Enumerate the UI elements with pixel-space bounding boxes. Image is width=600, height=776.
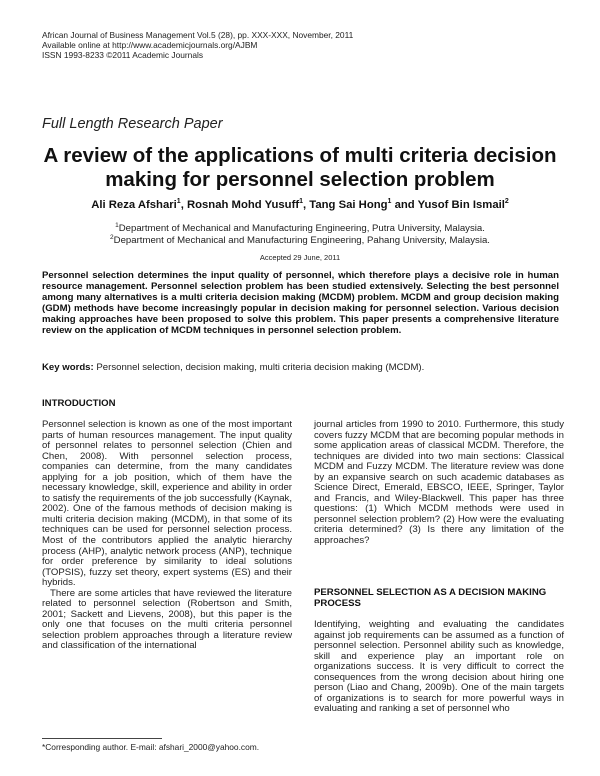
footnote-rule	[42, 738, 162, 739]
affiliation-list	[40, 223, 560, 247]
author-name: Ali Reza Afshari	[91, 199, 177, 211]
author-affiliation-mark: 1	[176, 198, 181, 206]
author-separator: ,	[180, 199, 187, 211]
corresponding-author-footnote: *Corresponding author. E-mail: afshari_2000@yahoo.com.	[42, 742, 260, 752]
section-heading-introduction: INTRODUCTION	[42, 398, 116, 409]
affiliation-text: Department of Mechanical and Manufacturing Engineering, Pahang University, Malaysia.	[113, 235, 490, 246]
affiliation-item	[40, 223, 560, 235]
journal-issn-line: ISSN 1993-8233 ©2011 Academic Journals	[42, 50, 204, 60]
author-affiliation-mark: 1	[387, 198, 392, 206]
keywords-label: Key words:	[42, 362, 94, 373]
affiliation-mark: 2	[110, 233, 114, 241]
body-paragraph: There are some articles that have reviewed the literature related to personnel selection (Robertson and Smith, 2001; Sackett and Lievens, 2008), but this paper is the only one that focuses on the multi criteria personnel selection problem approaches through a literature review and classification of the international	[42, 587, 292, 652]
abstract: Personnel selection determines the input quality of personnel, which therefore plays a decisive role in human resource management. Personnel selection problem has been studied extensively. Selecting the best personnel among many alternatives is a multi criteria decision making (MCDM) problem. MCDM and group decision making (GDM) methods have become increasingly popular in decision making for personnel selection. Various decision making approaches have been proposed to solve this problem. This paper presents a comprehensive literature review on the application of MCDM techniques in personnel selection problem.	[42, 270, 559, 336]
affiliation-item	[40, 235, 560, 247]
affiliation-mark: 1	[115, 221, 119, 229]
paper-title-line-1: A review of the applications of multi criteria decision	[43, 144, 557, 167]
right-column	[314, 420, 564, 547]
keywords	[42, 362, 559, 373]
author-separator: ,	[303, 199, 310, 211]
journal-header	[42, 30, 353, 60]
paper-type-label: Full Length Research Paper	[42, 116, 223, 132]
body-paragraph: Identifying, weighting and evaluating the candidates against job requirements can be assumed as a function of personnel selection. Personnel ability such as knowledge, skill and experience play an important role on organizations success. It is very difficult to correct the consequences from the wrong decision about hiring one person (Liao and Chang, 2009b). One of the main targets of organizations is to search for more powerful ways in evaluating and ranking a set of personnel who	[314, 619, 564, 715]
journal-online-line: Available online at http://www.academicjournals.org/AJBM	[42, 40, 258, 50]
left-column	[42, 420, 292, 652]
accepted-date: Accepted 29 June, 2011	[259, 253, 341, 262]
journal-citation-line: African Journal of Business Management Vol.5 (28), pp. XXX-XXX, November, 2011	[42, 30, 354, 40]
author-name: Tang Sai Hong	[309, 199, 388, 211]
author-separator: and	[391, 199, 418, 211]
section-heading-personnel-selection: PERSONNEL SELECTION AS A DECISION MAKING PROCESS	[314, 587, 547, 609]
paper-title-line-2: making for personnel selection problem	[105, 168, 495, 191]
author-name: Yusof Bin Ismail	[417, 199, 505, 211]
right-column-lower	[314, 620, 564, 715]
author-affiliation-mark: 1	[299, 198, 304, 206]
author-name: Rosnah Mohd Yusuff	[186, 199, 300, 211]
body-paragraph: Personnel selection is known as one of the most important parts of human resources management. The input quality of personnel relates to personnel selection (Chien and Chen, 2008). With personnel selection process, companies can determine, from the many candidates applying for a job position, which of them have the necessary knowledge, skill, experience and ability in order to satisfy the requirements of the job successfully (Kaynak, 2002). One of the famous methods of decision making is multi criteria decision making (MCDM), in that some of its techniques can be used for personnel selection process. Most of the contributors applied the analytic hierarchy process (AHP), analytic network process (ANP), technique for order preference by similarity to ideal solutions (TOPSIS), fuzzy set theory, expert systems (ES) and their hybrids.	[42, 419, 292, 589]
paper-title	[40, 144, 560, 192]
affiliation-text: Department of Mechanical and Manufacturing Engineering, Putra University, Malaysia.	[118, 223, 485, 234]
keywords-text: Personnel selection, decision making, multi criteria decision making (MCDM).	[93, 362, 425, 373]
author-list	[40, 199, 560, 211]
body-paragraph: journal articles from 1990 to 2010. Furthermore, this study covers fuzzy MCDM that are becoming popular methods in some application areas of classical MCDM. Therefore, the techniques are divided into two main sections: Classical MCDM and Fuzzy MCDM. The literature review was done by an expansive search on such academic databases as Science Direct, Emerald, EBSCO, IEEE, Springer, Taylor and Francis, and Wiley-Blackwell. This paper has three questions: (1) Which MCDM methods were used in personnel selection problem? (2) How were the evaluating criteria determined? (3) Is there any limitation of the approaches?	[314, 419, 564, 547]
author-affiliation-mark: 2	[504, 198, 509, 206]
